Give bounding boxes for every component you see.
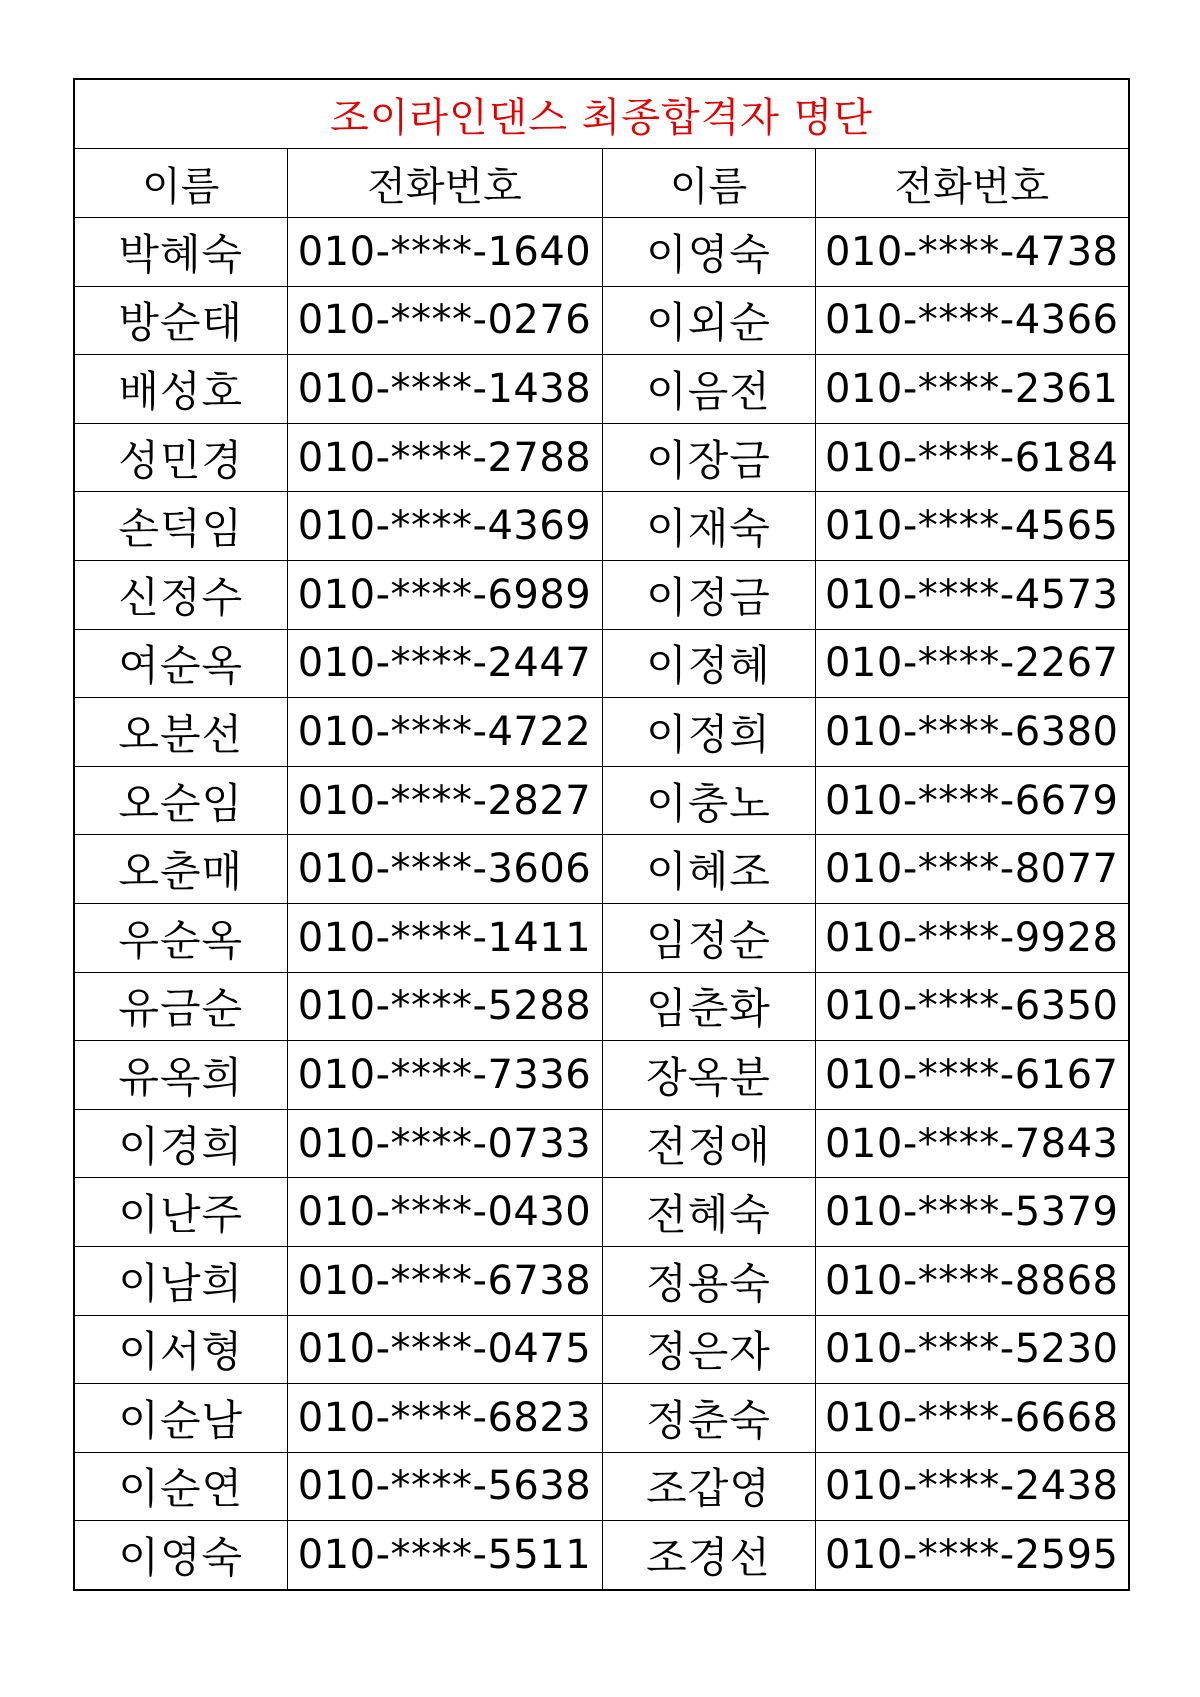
table-row [74, 835, 1129, 904]
name-cell-left: 신정수 [74, 560, 287, 629]
header-phone-1: 전화번호 [287, 149, 602, 218]
phone-cell-left: 010-****-0733 [287, 1109, 602, 1178]
name-cell-left: 이남희 [74, 1246, 287, 1315]
header-name-1: 이름 [74, 149, 287, 218]
roster-table [73, 78, 1130, 1591]
name-cell-left: 이영숙 [74, 1521, 287, 1590]
phone-cell-right: 010-****-6679 [815, 766, 1129, 835]
name-cell-right: 정은자 [602, 1315, 815, 1384]
name-cell-right: 전정애 [602, 1109, 815, 1178]
table-row [74, 903, 1129, 972]
name-cell-right: 임정순 [602, 903, 815, 972]
phone-cell-right: 010-****-6184 [815, 423, 1129, 492]
table-row [74, 1178, 1129, 1247]
phone-cell-right: 010-****-7843 [815, 1109, 1129, 1178]
table-row [74, 698, 1129, 767]
name-cell-left: 오순임 [74, 766, 287, 835]
name-cell-right: 전혜숙 [602, 1178, 815, 1247]
name-cell-left: 이순남 [74, 1384, 287, 1453]
page-title: 조이라인댄스 최종합격자 명단 [74, 79, 1129, 149]
name-cell-left: 이난주 [74, 1178, 287, 1247]
phone-cell-left: 010-****-1411 [287, 903, 602, 972]
name-cell-left: 이서형 [74, 1315, 287, 1384]
phone-cell-right: 010-****-5379 [815, 1178, 1129, 1247]
phone-cell-left: 010-****-2827 [287, 766, 602, 835]
name-cell-right: 이외순 [602, 286, 815, 355]
phone-cell-left: 010-****-5638 [287, 1452, 602, 1521]
table-row [74, 629, 1129, 698]
phone-cell-left: 010-****-3606 [287, 835, 602, 904]
name-cell-right: 이충노 [602, 766, 815, 835]
name-cell-left: 이순연 [74, 1452, 287, 1521]
name-cell-right: 이혜조 [602, 835, 815, 904]
name-cell-right: 조갑영 [602, 1452, 815, 1521]
phone-cell-right: 010-****-9928 [815, 903, 1129, 972]
name-cell-left: 여순옥 [74, 629, 287, 698]
name-cell-right: 이정혜 [602, 629, 815, 698]
phone-cell-right: 010-****-2438 [815, 1452, 1129, 1521]
name-cell-left: 유금순 [74, 972, 287, 1041]
table-row [74, 1246, 1129, 1315]
table-row [74, 1315, 1129, 1384]
name-cell-right: 장옥분 [602, 1041, 815, 1110]
phone-cell-left: 010-****-6738 [287, 1246, 602, 1315]
table-row [74, 355, 1129, 424]
name-cell-left: 유옥희 [74, 1041, 287, 1110]
table-row [74, 1452, 1129, 1521]
name-cell-left: 손덕임 [74, 492, 287, 561]
phone-cell-left: 010-****-0475 [287, 1315, 602, 1384]
phone-cell-right: 010-****-4565 [815, 492, 1129, 561]
table-row [74, 1041, 1129, 1110]
table-row [74, 766, 1129, 835]
header-phone-2: 전화번호 [815, 149, 1129, 218]
phone-cell-right: 010-****-6380 [815, 698, 1129, 767]
phone-cell-left: 010-****-0276 [287, 286, 602, 355]
name-cell-left: 우순옥 [74, 903, 287, 972]
name-cell-right: 이정금 [602, 560, 815, 629]
table-row [74, 1109, 1129, 1178]
phone-cell-right: 010-****-6167 [815, 1041, 1129, 1110]
phone-cell-right: 010-****-8077 [815, 835, 1129, 904]
title-row [74, 79, 1129, 149]
name-cell-left: 오분선 [74, 698, 287, 767]
phone-cell-right: 010-****-4738 [815, 218, 1129, 287]
phone-cell-left: 010-****-4722 [287, 698, 602, 767]
table-row [74, 286, 1129, 355]
name-cell-right: 이음전 [602, 355, 815, 424]
phone-cell-left: 010-****-1438 [287, 355, 602, 424]
name-cell-right: 임춘화 [602, 972, 815, 1041]
phone-cell-right: 010-****-5230 [815, 1315, 1129, 1384]
name-cell-right: 이정희 [602, 698, 815, 767]
name-cell-left: 박혜숙 [74, 218, 287, 287]
table-row [74, 218, 1129, 287]
phone-cell-left: 010-****-4369 [287, 492, 602, 561]
phone-cell-left: 010-****-2447 [287, 629, 602, 698]
table-row [74, 972, 1129, 1041]
phone-cell-right: 010-****-2361 [815, 355, 1129, 424]
table-row [74, 1384, 1129, 1453]
table-row [74, 423, 1129, 492]
name-cell-right: 이장금 [602, 423, 815, 492]
header-row [74, 149, 1129, 218]
table-row [74, 492, 1129, 561]
phone-cell-right: 010-****-4366 [815, 286, 1129, 355]
phone-cell-right: 010-****-4573 [815, 560, 1129, 629]
phone-cell-left: 010-****-6989 [287, 560, 602, 629]
phone-cell-left: 010-****-1640 [287, 218, 602, 287]
name-cell-left: 배성호 [74, 355, 287, 424]
phone-cell-left: 010-****-6823 [287, 1384, 602, 1453]
phone-cell-left: 010-****-5511 [287, 1521, 602, 1590]
phone-cell-left: 010-****-0430 [287, 1178, 602, 1247]
phone-cell-left: 010-****-2788 [287, 423, 602, 492]
name-cell-left: 이경희 [74, 1109, 287, 1178]
name-cell-right: 정용숙 [602, 1246, 815, 1315]
phone-cell-right: 010-****-6668 [815, 1384, 1129, 1453]
name-cell-left: 오춘매 [74, 835, 287, 904]
name-cell-left: 방순태 [74, 286, 287, 355]
name-cell-right: 이재숙 [602, 492, 815, 561]
phone-cell-left: 010-****-5288 [287, 972, 602, 1041]
name-cell-left: 성민경 [74, 423, 287, 492]
name-cell-right: 조경선 [602, 1521, 815, 1590]
phone-cell-right: 010-****-2595 [815, 1521, 1129, 1590]
name-cell-right: 이영숙 [602, 218, 815, 287]
phone-cell-left: 010-****-7336 [287, 1041, 602, 1110]
header-name-2: 이름 [602, 149, 815, 218]
phone-cell-right: 010-****-2267 [815, 629, 1129, 698]
phone-cell-right: 010-****-8868 [815, 1246, 1129, 1315]
table-row [74, 1521, 1129, 1590]
name-cell-right: 정춘숙 [602, 1384, 815, 1453]
phone-cell-right: 010-****-6350 [815, 972, 1129, 1041]
table-row [74, 560, 1129, 629]
